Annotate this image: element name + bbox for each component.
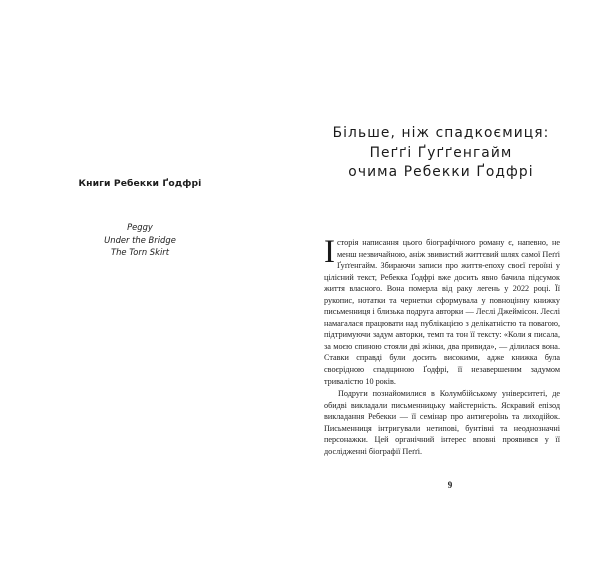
book-list: [40, 221, 240, 259]
page-number: 9: [447, 480, 453, 490]
chapter-body: [324, 234, 560, 457]
chapter-title-line: Пеґґі Ґуґґенгайм: [369, 144, 513, 161]
book-title: The Torn Skirt: [110, 247, 170, 257]
chapter-title-line: очима Ребекки Ґодфрі: [348, 164, 534, 180]
paragraph: Подруги познайомилися в Колумбійському університеті, де обидві викладали письменницьку майстерність. Яскравий епізод викладання Ребекки — її семінар про антигероїнь та лиходійок. Письменниця інтригували нетипові, бунтівні та неоднозначні персонажки. Цей органічний інтерес вповні проявився у її дослідженні біографії Пеґґі.: [324, 389, 560, 456]
chapter-title-line: Більше, ніж спадкоємиця:: [332, 125, 550, 141]
right-page: [300, 0, 600, 568]
drop-cap: І: [324, 234, 335, 270]
book-title: Peggy: [127, 222, 153, 232]
book-title: Under the Bridge: [104, 234, 176, 245]
books-by-author-heading: Книги Ребекки Ґодфрі: [78, 178, 202, 189]
paragraph: [324, 234, 560, 387]
chapter-title: [300, 124, 582, 183]
paragraph-text: сторія написання цього біографічного роману є, напевно, не менш незвичайною, аніж звивистий життєвий шлях самої Пеґґі Ґуґґенгайм. Збираючи записи про життя-епоху своєї героїні у цілісний текст, Ребекка Ґодфрі вже досить явно бачила підсумок життя власного. Вона померла від раку легень у 2022 році. Її рукопис, нотатки та чернетки сформувала у повноцінну книжку письменниця і близька подруга авторки — Леслі Джеймісон. Леслі намагалася працювати над публікацією з делікатністю та повагою, підтримуючи задум авторки, темп та тон її тексту: «Коли я писала, за моєю спиною стояли дві жінки, два привида», — ділилася вона. Ставки справді були досить високими, адже книжка була своєрідною спадщиною Ґодфрі, її незавершеним задумом тривалістю 10 років.: [324, 238, 560, 386]
